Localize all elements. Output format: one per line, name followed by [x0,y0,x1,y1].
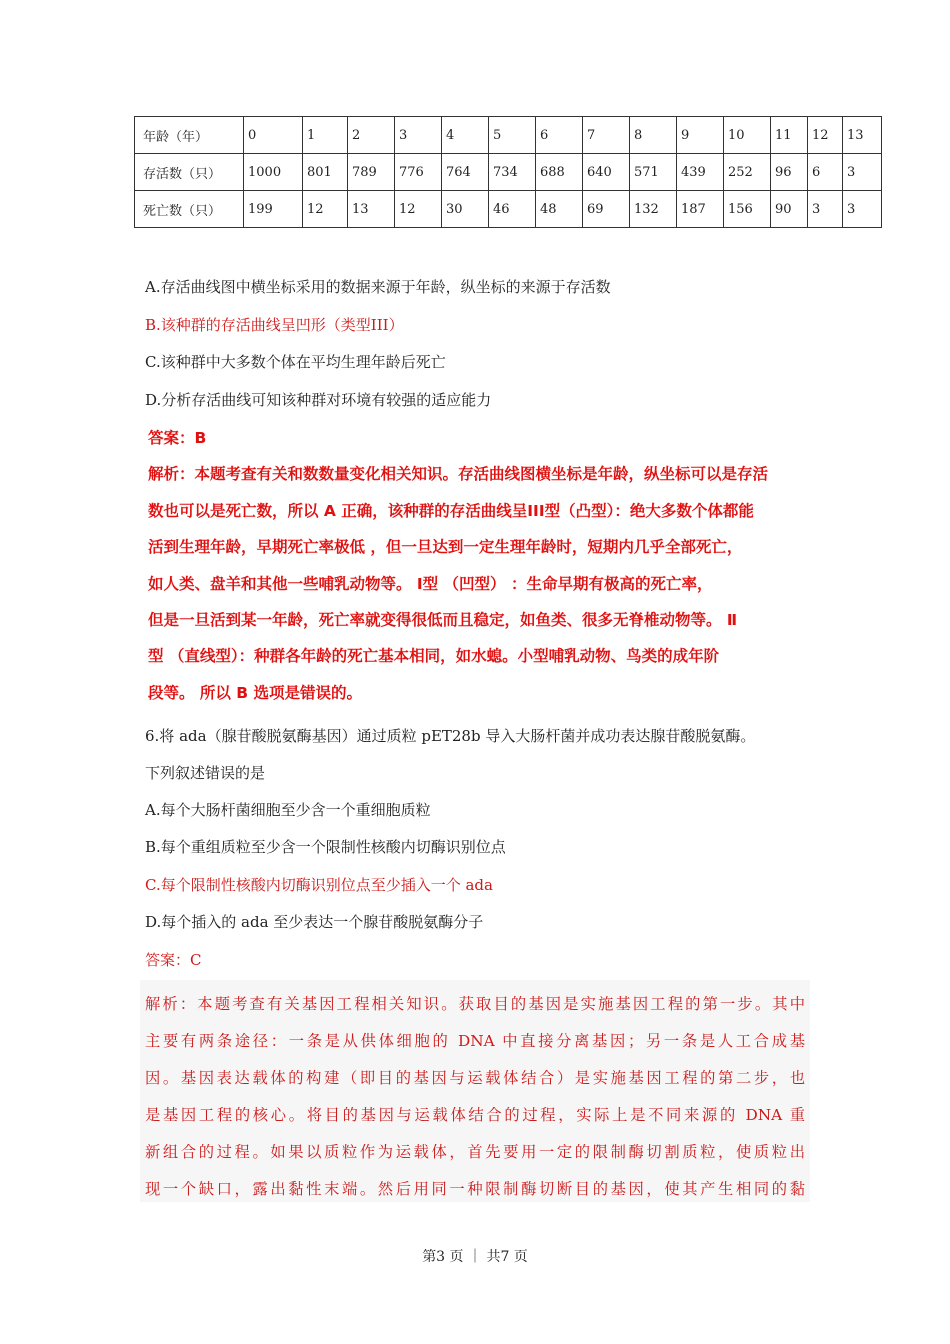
q6-stem-line1: 6.将 ada（腺苷酸脱氨酶基因）通过质粒 pET28b 导入大肠杆菌并成功表达腺苷酸脱氨酶。 [145,727,756,745]
table-cell: 12 [808,117,843,154]
table-cell: 789 [348,154,395,191]
explanation-line: 数也可以是死亡数，所以 A 正确，该种群的存活曲线呈III型（凸型）：绝大多数个体都能 [148,501,754,520]
table-cell: 12 [395,191,442,228]
row-header-cell: 年龄（年） [135,117,244,154]
table-cell: 252 [724,154,771,191]
table-cell: 3 [808,191,843,228]
table-cell: 8 [630,117,677,154]
table-row [135,191,882,228]
explanation-line: 如人类、盘羊和其他一些哺乳动物等。 Ⅰ型 （凹型） ：生命早期有极高的死亡率， [148,574,713,593]
q5-option-b: B.该种群的存活曲线呈凹形（类型III） [145,316,404,334]
table-cell: 12 [303,191,348,228]
table-cell: 30 [442,191,489,228]
row-header-cell: 存活数（只） [135,154,244,191]
table-cell: 11 [771,117,808,154]
q5-explanation [148,456,808,711]
table-row [135,154,882,191]
table-cell: 13 [843,117,882,154]
table-cell: 46 [489,191,536,228]
table-cell: 571 [630,154,677,191]
survival-data-table [134,116,882,228]
q5-answer: 答案：B [148,429,207,447]
explanation-line: 段等。 所以 B 选项是错误的。 [148,683,363,702]
q6-answer: 答案：C [145,951,202,969]
q6-explanation [140,980,810,1202]
explanation-line: 活到生理年龄，早期死亡率极低 ，但一旦达到一定生理年龄时，短期内几乎全部死亡， [148,538,743,557]
table-cell: 1 [303,117,348,154]
row-header-cell: 死亡数（只） [135,191,244,228]
table-cell: 4 [442,117,489,154]
table-row [135,117,882,154]
table-cell: 96 [771,154,808,191]
table-cell: 13 [348,191,395,228]
q6-option-d: D.每个插入的 ada 至少表达一个腺苷酸脱氨酶分子 [145,913,484,931]
table-cell: 69 [583,191,630,228]
table-cell: 187 [677,191,724,228]
table-cell: 0 [244,117,303,154]
explanation-line: 解析：本题考查有关和数数量变化相关知识。存活曲线图横坐标是年龄，纵坐标可以是存活 [148,465,769,484]
table-cell: 3 [843,191,882,228]
table-cell: 640 [583,154,630,191]
table-cell: 9 [677,117,724,154]
table-cell: 3 [395,117,442,154]
table-cell: 48 [536,191,583,228]
q6-option-b: B.每个重组质粒至少含一个限制性核酸内切酶识别位点 [145,838,506,856]
explanation-line: 主要有两条途径：一条是从供体细胞的 DNA 中直接分离基因；另一条是人工合成基 [145,1031,805,1050]
table-cell: 734 [489,154,536,191]
q6-option-a: A.每个大肠杆菌细胞至少含一个重细胞质粒 [145,801,431,819]
table-cell: 764 [442,154,489,191]
table-cell: 7 [583,117,630,154]
table-cell: 6 [808,154,843,191]
table-cell: 2 [348,117,395,154]
table-cell: 6 [536,117,583,154]
table-cell: 3 [843,154,882,191]
table-cell: 439 [677,154,724,191]
table-cell: 156 [724,191,771,228]
q5-option-a: A.存活曲线图中横坐标采用的数据来源于年龄，纵坐标的来源于存活数 [145,278,611,296]
page-footer: 第3 页 ｜ 共7 页 [422,1249,528,1265]
explanation-line: 现一个缺口，露出黏性末端。然后用同一种限制酶切断目的基因，使其产生相同的黏 [145,1179,805,1198]
q5-option-c: C.该种群中大多数个体在平均生理年龄后死亡 [145,353,446,371]
explanation-line: 因。基因表达载体的构建（即目的基因与运载体结合）是实施基因工程的第二步，也 [145,1068,805,1087]
q6-option-c: C.每个限制性核酸内切酶识别位点至少插入一个 ada [145,876,493,894]
table-cell: 776 [395,154,442,191]
table-cell: 90 [771,191,808,228]
q5-answer-block [148,420,808,711]
table-cell: 801 [303,154,348,191]
explanation-line: 但是一旦活到某一年龄，死亡率就变得很低而且稳定，如鱼类、很多无脊椎动物等。 Ⅱ [148,611,738,630]
table-cell: 1000 [244,154,303,191]
explanation-line: 是基因工程的核心。将目的基因与运载体结合的过程，实际上是不同来源的 DNA 重 [145,1105,805,1124]
table-cell: 199 [244,191,303,228]
table-cell: 132 [630,191,677,228]
table-cell: 5 [489,117,536,154]
q6-explanation-block [140,980,810,1202]
table-cell: 688 [536,154,583,191]
q6-stem-line2: 下列叙述错误的是 [145,764,266,782]
explanation-line: 解析：本题考查有关基因工程相关知识。获取目的基因是实施基因工程的第一步。其中 [145,995,805,1013]
explanation-line: 型 （直线型）：种群各年龄的死亡基本相同，如水螅。小型哺乳动物、鸟类的成年阶 [148,647,720,666]
table-cell: 10 [724,117,771,154]
explanation-line: 新组合的过程。如果以质粒作为运载体，首先要用一定的限制酶切割质粒，使质粒出 [145,1142,805,1161]
q5-option-d: D.分析存活曲线可知该种群对环境有较强的适应能力 [145,391,492,409]
